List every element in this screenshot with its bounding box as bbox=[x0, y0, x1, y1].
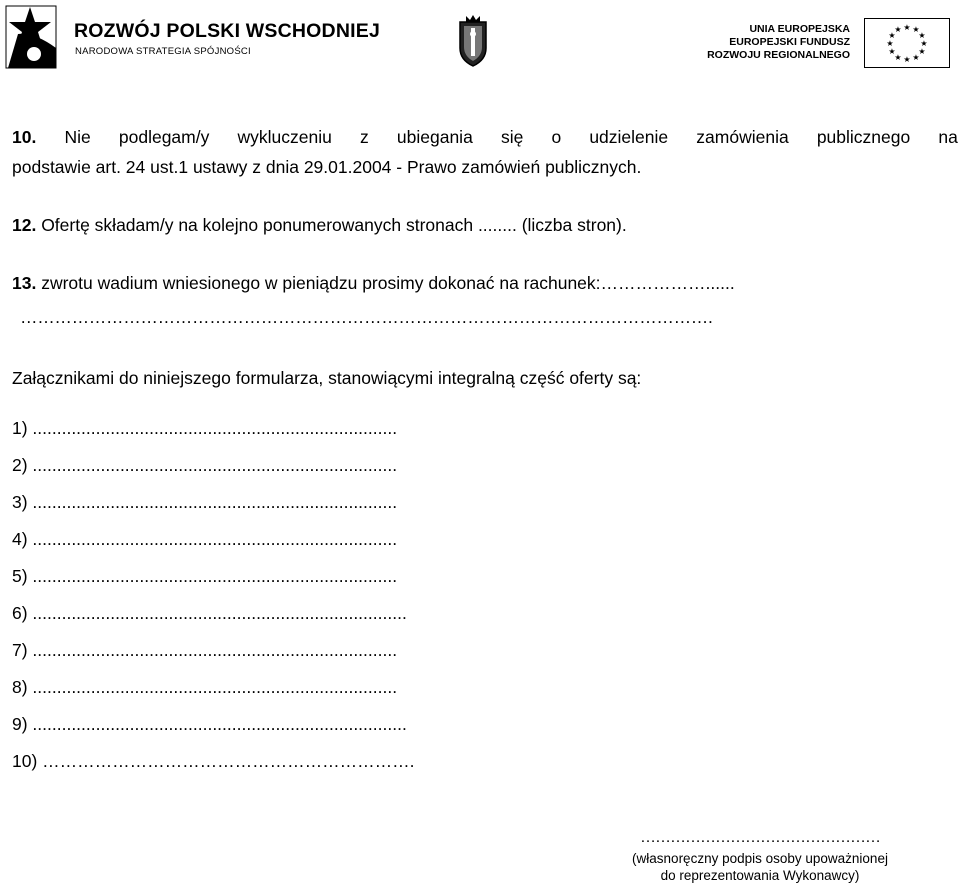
section-12-number: 12. bbox=[12, 215, 37, 235]
logo-subtitle: NARODOWA STRATEGIA SPÓJNOŚCI bbox=[75, 46, 251, 57]
attachment-item: 7) ........................................................................... bbox=[12, 640, 398, 660]
eu-line-2: EUROPEJSKI FUNDUSZ bbox=[729, 36, 850, 48]
section-10-word: publicznego bbox=[816, 127, 911, 147]
svg-text:★: ★ bbox=[888, 31, 896, 40]
section-10-line-1 bbox=[12, 127, 958, 148]
svg-text:★: ★ bbox=[886, 39, 894, 48]
section-10-line-2: podstawie art. 24 ust.1 ustawy z dnia 29.01.2004 - Prawo zamówień publicznych. bbox=[12, 157, 642, 177]
section-13-number: 13. bbox=[12, 273, 37, 293]
section-10-word: zamówienia bbox=[696, 127, 789, 147]
attachment-item: 4) ........................................................................... bbox=[12, 529, 398, 549]
eu-flag-icon bbox=[864, 18, 950, 68]
attachments-heading: Załącznikami do niniejszego formularza, stanowiącymi integralną część oferty są: bbox=[12, 368, 642, 388]
star-emblem-icon bbox=[4, 4, 60, 70]
signature-line: ………………………………………… bbox=[640, 829, 880, 846]
svg-text:★: ★ bbox=[903, 55, 911, 64]
section-10-word: Nie bbox=[64, 127, 91, 147]
logo-title: ROZWÓJ POLSKI WSCHODNIEJ bbox=[74, 20, 380, 42]
attachment-item: 3) ........................................................................... bbox=[12, 492, 398, 512]
eu-line-1: UNIA EUROPEJSKA bbox=[749, 23, 850, 35]
attachment-item: 10) ………………………………………………………. bbox=[12, 751, 415, 771]
eu-line-3: ROZWOJU REGIONALNEGO bbox=[707, 49, 850, 61]
account-number-line: …………………………………………………………………………………………………………. bbox=[20, 307, 713, 327]
section-10-word: na bbox=[938, 127, 958, 147]
signature-caption-line-1: (własnoręczny podpis osoby upoważnionej bbox=[632, 851, 888, 866]
attachment-item: 8) ........................................................................... bbox=[12, 677, 398, 697]
attachment-item: 5) ........................................................................... bbox=[12, 566, 398, 586]
section-10-word: z bbox=[360, 127, 369, 147]
attachment-item: 2) ........................................................................... bbox=[12, 455, 398, 475]
attachment-item: 9) ............................................................................. bbox=[12, 714, 407, 734]
eu-label bbox=[707, 23, 850, 62]
section-10-word: wykluczeniu bbox=[237, 127, 332, 147]
svg-text:★: ★ bbox=[888, 47, 896, 56]
signature-caption bbox=[595, 850, 925, 884]
svg-text:★: ★ bbox=[903, 23, 911, 32]
section-13-text: zwrotu wadium wniesionego w pieniądzu prosimy dokonać na rachunek:………………...... bbox=[36, 273, 735, 293]
section-12-text: Ofertę składam/y na kolejno ponumerowanych stronach ........ (liczba stron). bbox=[36, 215, 627, 235]
section-10-word: udzielenie bbox=[589, 127, 669, 147]
section-10-word bbox=[12, 127, 36, 148]
svg-text:★: ★ bbox=[912, 53, 920, 62]
attachment-item: 6) ............................................................................. bbox=[12, 603, 407, 623]
svg-text:★: ★ bbox=[918, 31, 926, 40]
section-13 bbox=[12, 269, 735, 297]
svg-text:★: ★ bbox=[912, 25, 920, 34]
rozwoj-polski-wschodniej-logo bbox=[4, 4, 380, 74]
attachment-item: 1) ........................................................................... bbox=[12, 418, 398, 438]
svg-text:★: ★ bbox=[918, 47, 926, 56]
svg-text:★: ★ bbox=[894, 53, 902, 62]
section-10-word: ubiegania bbox=[396, 127, 473, 147]
section-10-word: podlegam/y bbox=[118, 127, 210, 147]
section-10-word: się bbox=[500, 127, 524, 147]
crest-icon bbox=[456, 14, 490, 68]
svg-text:★: ★ bbox=[920, 39, 928, 48]
section-12 bbox=[12, 211, 627, 239]
svg-text:★: ★ bbox=[894, 25, 902, 34]
signature-caption-line-2: do reprezentowania Wykonawcy) bbox=[660, 868, 860, 883]
section-10-word: o bbox=[551, 127, 562, 147]
section-10-number: 10. bbox=[12, 127, 37, 147]
